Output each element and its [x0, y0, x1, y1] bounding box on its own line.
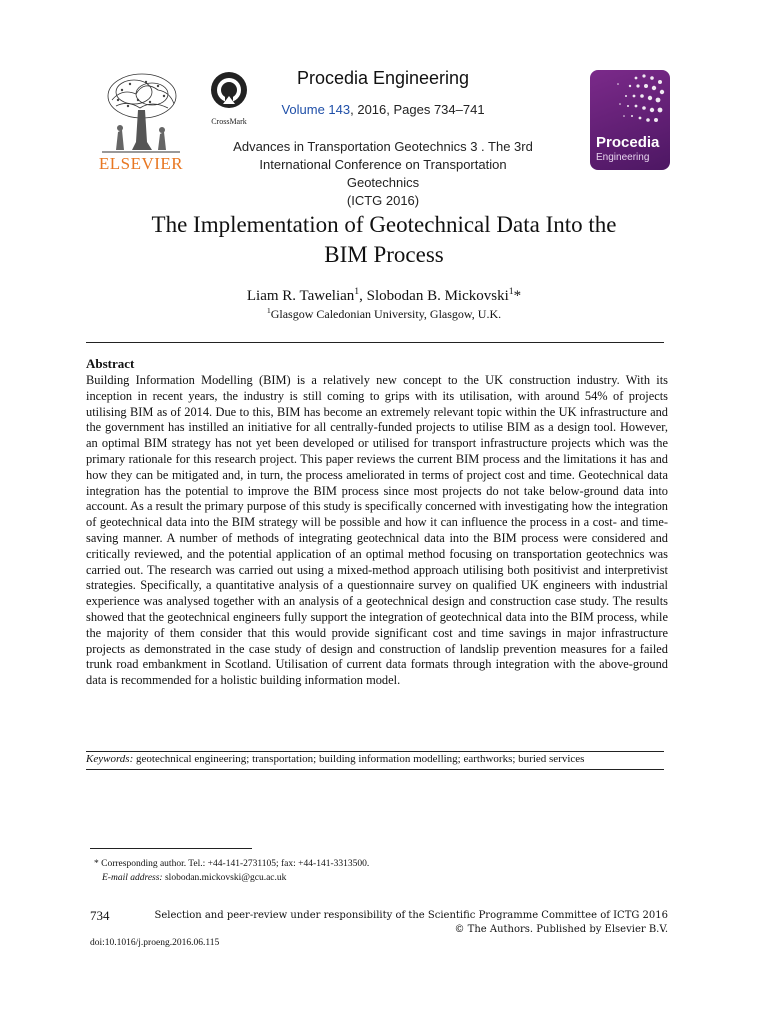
email-address[interactable]: slobodan.mickovski@gcu.ac.uk	[162, 873, 287, 883]
email-label: E-mail address:	[102, 873, 163, 883]
crossmark-label: CrossMark	[211, 117, 247, 126]
conference-name	[222, 138, 544, 210]
peer-review-note	[138, 909, 668, 937]
selection-line: Selection and peer-review under responsibility of the Scientific Programme Committee of ICTG 2016	[154, 910, 668, 921]
volume-details: , 2016, Pages 734–741	[350, 102, 485, 117]
volume-link[interactable]: Volume 143	[281, 102, 351, 117]
elsevier-logo	[92, 70, 190, 178]
crossmark-icon	[209, 70, 249, 110]
abstract-heading: Abstract	[86, 356, 135, 371]
corresponding-author-note: * Corresponding author. Tel.: +44-141-2731105; fax: +44-141-3313500.	[94, 859, 370, 869]
keywords-label: Keywords:	[86, 753, 134, 765]
author-affiliation-mark: 1	[508, 286, 514, 297]
divider	[86, 342, 664, 343]
crossmark-badge[interactable]	[205, 70, 253, 126]
affiliation-mark: 1	[266, 306, 271, 315]
author-name: Slobodan B. Mickovski	[366, 288, 509, 304]
footnote-divider	[90, 848, 252, 849]
abstract-text: Building Information Modelling (BIM) is a relatively new concept to the UK construction industry. With its inception in recent years, the industry is still coming to grips with its utilisation, with around 54% of projects utilising BIM as of 2014. Due to this, BIM has become an extremely relevant topic within the UK infrastructure and the government has instilled an initiative for all centrally-funded projects to utilise BIM as a design tool. However, an optimal BIM strategy has not yet been developed or utilised for transport infrastructure projects which was the primary rationale for this research project. This paper reviews the current BIM process and the limitations it has and how they can be mitigated and, in turn, the process ameliorated in terms of project cost and time. Geotechnical data integration has the potential to improve the BIM process since most projects do not take below-ground data into account. As a result the primary purpose of this study is specifically concerned with investigating how the integration of geotechnical data into the BIM strategy will be possible and how it can influence the process in a cost- and time-saving manner. A number of methods of integrating geotechnical data into the BIM process were considered and critically reviewed, and the potential application of an optimal method focusing on transportation geotechnics was carried out. The research was carried out using a mixed-method approach utilising both positivist and interpretivist strategies. Specifically, a quantitative analysis of a questionnaire survey on qualified UK engineers with industrial experience was analysed together with an analysis of a geotechnical design and construction case study. The results showed that the geotechnical engineers fully support the integration of geotechnical data into the BIM process, while the majority of them consider that this would provide significant cost and time savings in major infrastructure projects as demonstrated in the case study of design and construction of landslip prevention measures for a failed trunk road embankment in Scotland. Utilisation of current data formats through integration with the above-ground data is recommended for a holistic building information model.	[86, 373, 668, 688]
email-note	[102, 873, 286, 883]
procedia-logo-word: Procedia	[596, 134, 660, 151]
copyright-line: © The Authors. Published by Elsevier B.V.	[454, 924, 668, 935]
author-affiliation-mark: 1	[354, 286, 360, 297]
divider	[86, 751, 664, 752]
affiliation-text: Glasgow Caledonian University, Glasgow, U.K.	[270, 307, 502, 321]
doi-link[interactable]: doi:10.1016/j.proeng.2016.06.115	[90, 938, 220, 948]
keywords-list: geotechnical engineering; transportation; building information modelling; earthworks; buried services	[133, 753, 585, 765]
conference-line: International Conference on Transportation Geotechnics	[259, 157, 507, 190]
author-separator: ,	[359, 288, 367, 304]
author-name: Liam R. Tawelian	[246, 288, 355, 304]
keywords	[86, 753, 584, 765]
procedia-engineering-logo	[590, 70, 670, 170]
procedia-logo-sub: Engineering	[596, 152, 650, 163]
dots-pattern-icon	[590, 70, 670, 132]
divider	[86, 769, 664, 770]
title-line: BIM Process	[324, 242, 444, 267]
affiliation	[90, 306, 678, 322]
elsevier-wordmark: ELSEVIER	[98, 154, 184, 173]
authors	[90, 286, 678, 305]
volume-line	[258, 102, 508, 117]
page-number: 734	[90, 908, 110, 923]
conference-line: Advances in Transportation Geotechnics 3 . The 3rd	[233, 139, 533, 154]
conference-line: (ICTG 2016)	[346, 193, 420, 208]
title-line: The Implementation of Geotechnical Data Into the	[151, 212, 617, 237]
corresponding-mark: *	[513, 288, 522, 304]
paper-title	[90, 210, 678, 270]
journal-name[interactable]: Procedia Engineering	[296, 68, 470, 88]
